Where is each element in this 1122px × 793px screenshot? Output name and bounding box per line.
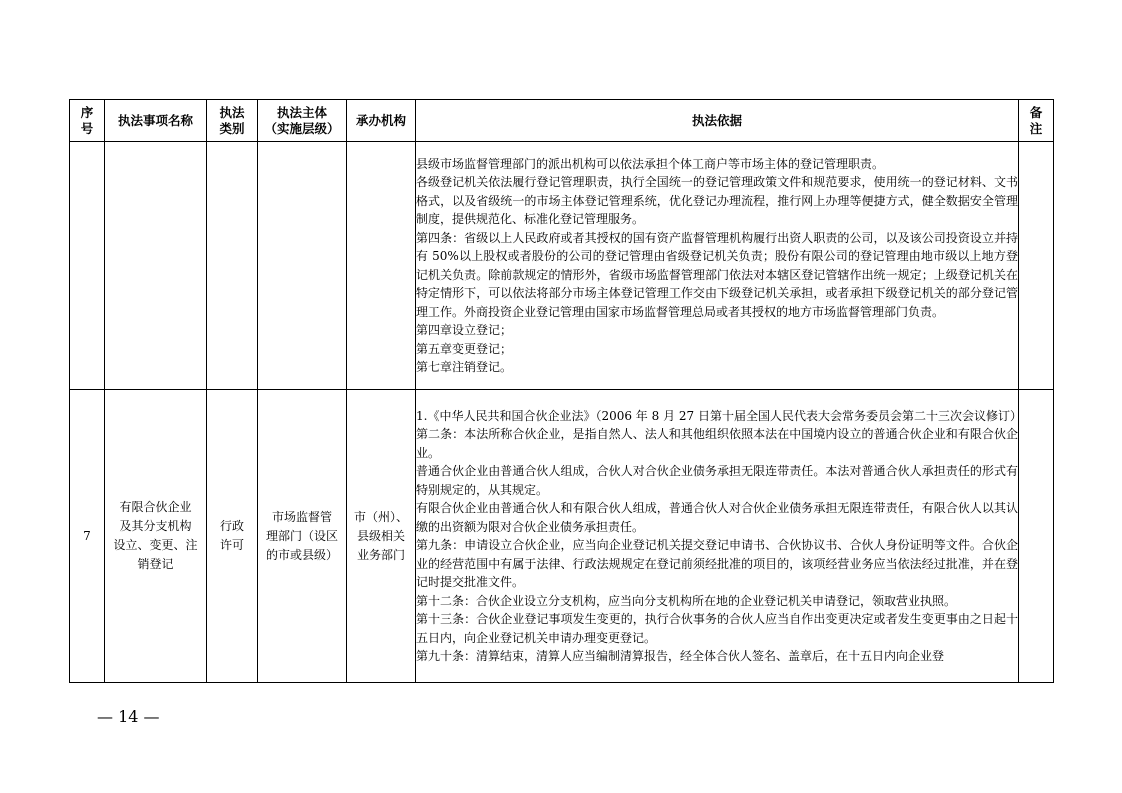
page-number: — 14 —	[97, 707, 160, 726]
row-item-name: 有限合伙企业 及其分支机构 设立、变更、注 销登记	[105, 390, 207, 683]
header-index: 序 号	[70, 100, 105, 142]
row-remark	[1019, 142, 1054, 390]
basis-paragraph: 各级登记机关依法履行登记管理职责，执行全国统一的登记管理政策文件和规范要求，使用统一的登记材料、文书格式，以及省级统一的市场主体登记管理系统，优化登记办理流程，推行网上办理等便捷方式，健全数据安全管理制度，提供规范化、标准化登记管理服务。	[416, 175, 1018, 226]
header-agency: 承办机构	[347, 100, 416, 142]
enforcement-items-table	[69, 99, 1054, 683]
basis-paragraph: 第七章注销登记。	[416, 360, 513, 374]
row-agency: 市（州）、 县级相关 业务部门	[347, 390, 416, 683]
header-item-name: 执法事项名称	[105, 100, 207, 142]
table-row	[70, 390, 1054, 683]
row-subject	[258, 142, 347, 390]
basis-paragraph: 第十二条：合伙企业设立分支机构，应当向分支机构所在地的企业登记机关申请登记，领取营业执照。	[416, 593, 957, 608]
header-subject: 执法主体 （实施层级）	[258, 100, 347, 142]
header-basis: 执法依据	[416, 100, 1019, 142]
basis-paragraph: 普通合伙企业由普通合伙人组成，合伙人对合伙企业债务承担无限连带责任。本法对普通合伙人承担责任的形式有特别规定的，从其规定。	[416, 464, 1018, 497]
basis-paragraph: 有限合伙企业由普通合伙人和有限合伙人组成，普通合伙人对合伙企业债务承担无限连带责任，有限合伙人以其认缴的出资额为限对合伙企业债务承担责任。	[416, 501, 1018, 534]
row-item-name	[105, 142, 207, 390]
basis-paragraph: 1.《中华人民共和国合伙企业法》（2006 年 8 月 27 日第十届全国人民代表大会常务委员会第二十三次会议修订）	[416, 408, 1022, 423]
row-category	[207, 142, 258, 390]
row-remark	[1019, 390, 1054, 683]
basis-paragraph: 第十三条：合伙企业登记事项发生变更的，执行合伙事务的合伙人应当自作出变更决定或者发生变更事由之日起十五日内，向企业登记机关申请办理变更登记。	[416, 612, 1018, 645]
header-category: 执法 类别	[207, 100, 258, 142]
header-remark: 备 注	[1019, 100, 1054, 142]
basis-paragraph: 第四章设立登记；	[416, 323, 513, 337]
table-header-row	[70, 100, 1054, 142]
basis-paragraph: 第九十条：清算结束，清算人应当编制清算报告，经全体合伙人签名、盖章后，在十五日内向企业登	[416, 649, 945, 663]
row-index	[70, 142, 105, 390]
basis-paragraph: 第五章变更登记；	[416, 341, 513, 356]
table-row	[70, 142, 1054, 390]
row-index: 7	[70, 390, 105, 683]
basis-paragraph: 县级市场监督管理部门的派出机构可以依法承担个体工商户等市场主体的登记管理职责。	[416, 156, 885, 171]
row-category: 行政 许可	[207, 390, 258, 683]
row-subject: 市场监督管 理部门（设区 的市或县级）	[258, 390, 347, 683]
basis-paragraph: 第二条：本法所称合伙企业，是指自然人、法人和其他组织依照本法在中国境内设立的普通合伙企业和有限合伙企业。	[416, 427, 1018, 460]
basis-paragraph: 第九条：申请设立合伙企业，应当向企业登记机关提交登记申请书、合伙协议书、合伙人身份证明等文件。合伙企业的经营范围中有属于法律、行政法规规定在登记前须经批准的项目的，该项经营业务应当依法经过批准，并在登记时提交批准文件。	[416, 538, 1018, 589]
basis-paragraph: 第四条：省级以上人民政府或者其授权的国有资产监督管理机构履行出资人职责的公司，以及该公司投资设立并持有 50%以上股权或者股份的公司的登记管理由省级登记机关负责；股份有限公司的登记管理由地市级以上地方登记机关负责。除前款规定的情形外，省级市场监督管理部门依法对本辖区登记管辖作出统一规定；上级登记机关在特定情形下，可以依法将部分市场主体登记管理工作交由下级登记机关承担，或者承担下级登记机关的部分登记管理工作。外商投资企业登记管理由国家市场监督管理总局或者其授权的地方市场监督管理部门负责。	[416, 230, 1018, 319]
row-basis	[416, 390, 1022, 683]
row-basis	[416, 142, 1019, 390]
row-agency	[347, 142, 416, 390]
